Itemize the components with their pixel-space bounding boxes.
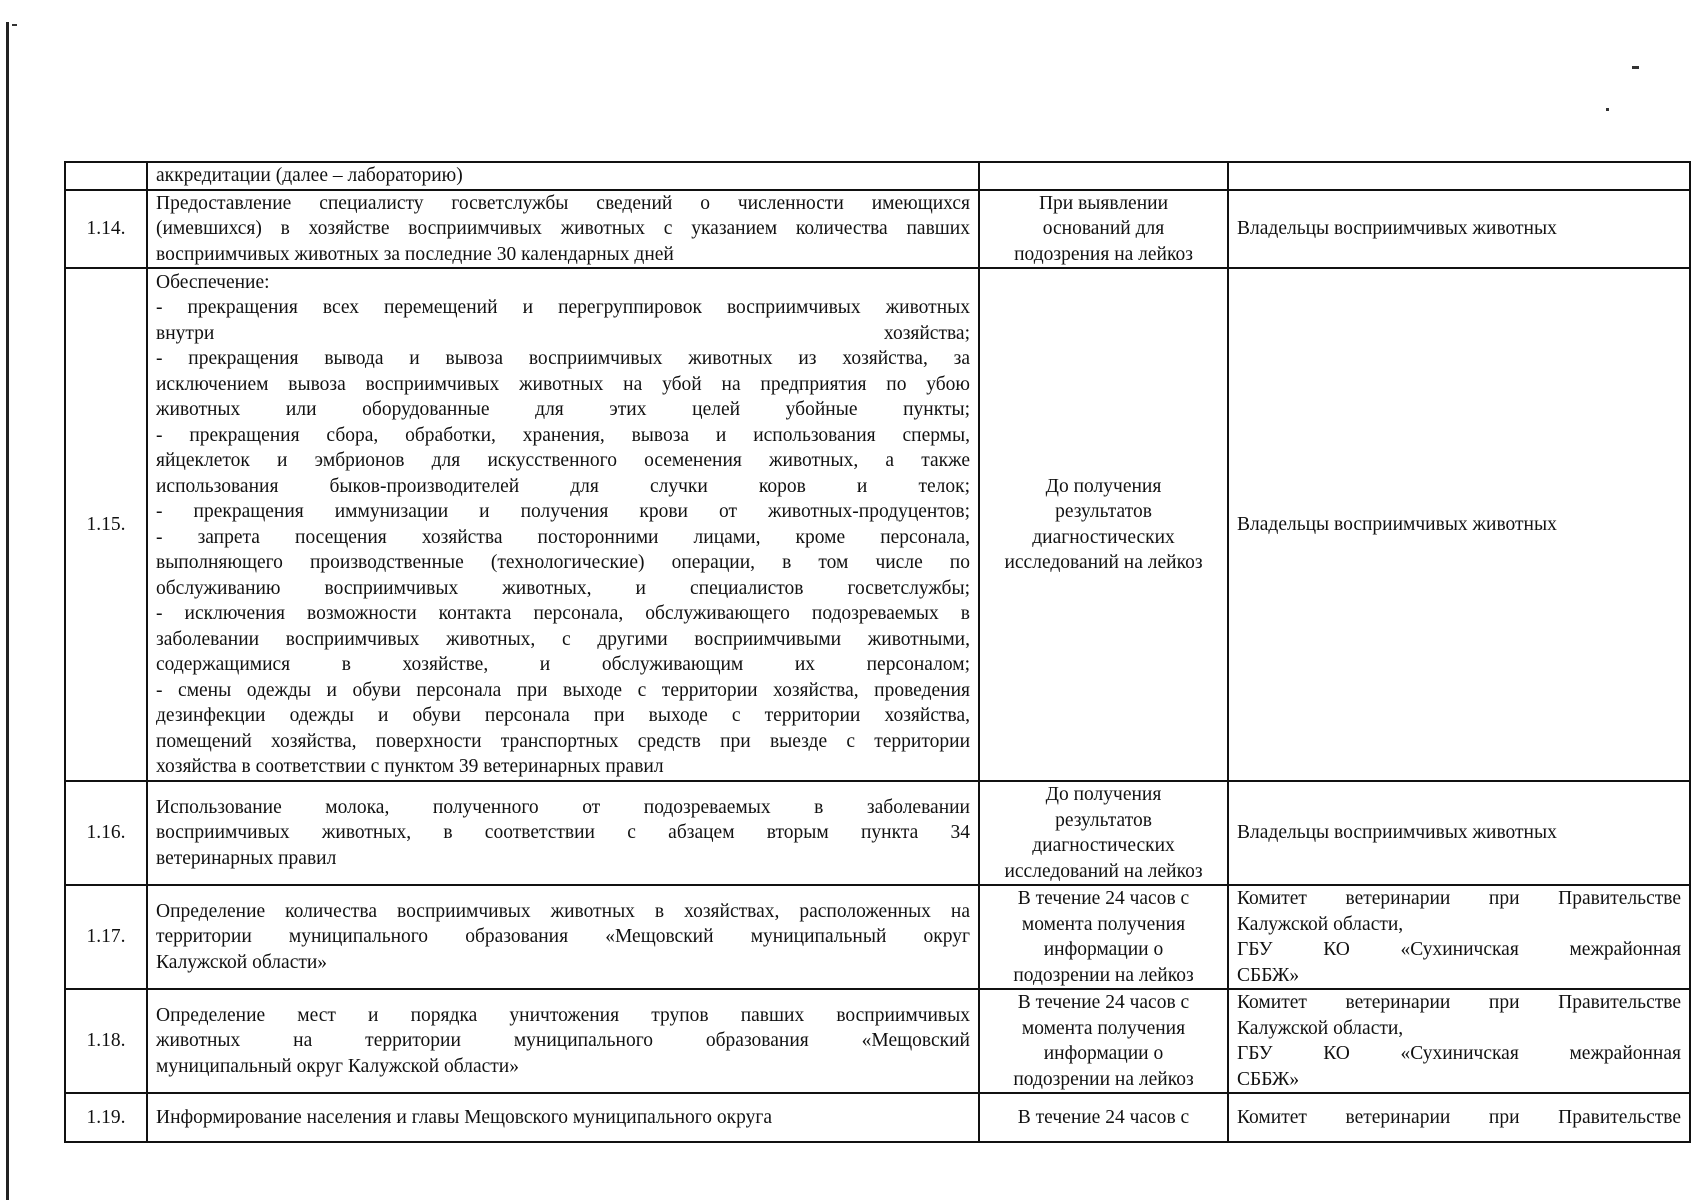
deadline-line: подозрении на лейкоз: [1013, 1068, 1194, 1090]
description-line: использования быков-производителей для случки коров и телок;: [156, 475, 970, 497]
item-number-cell: 1.18.: [65, 989, 147, 1093]
table-row: [65, 162, 1690, 190]
description-line: ветеринарных правил: [156, 847, 337, 869]
description-line: Использование молока, полученного от подозреваемых в заболевании: [156, 796, 970, 818]
item-number-cell: 1.19.: [65, 1093, 147, 1142]
description-line: восприимчивых животных, в соответствии с абзацем вторым пункта 34: [156, 822, 970, 844]
measure-description-cell: [147, 885, 979, 989]
item-number-cell: 1.14.: [65, 190, 147, 269]
description-line: - прекращения вывода и вывоза восприимчивых животных из хозяйства, за: [156, 348, 970, 369]
description-line: аккредитации (далее – лабораторию): [156, 165, 463, 186]
responsible-line: Комитет ветеринарии при Правительстве: [1237, 1106, 1681, 1128]
responsible-line: ГБУ КО «Сухиничская межрайонная: [1237, 939, 1681, 960]
description-line: - прекращения сбора, обработки, хранения, вывоза и использования спермы,: [156, 424, 970, 446]
deadline-line: В течение 24 часов с: [1017, 888, 1190, 909]
description-line: помещений хозяйства, поверхности транспортных средств при выезде с территории: [156, 730, 970, 752]
deadline-cell: [979, 989, 1228, 1093]
deadline-line: подозрения на лейкоз: [1014, 243, 1193, 265]
description-line: муниципальный округ Калужской области»: [156, 1055, 519, 1077]
description-line: - прекращения всех перемещений и перегруппировок восприимчивых животных: [156, 297, 970, 318]
description-line: дезинфекции одежды и обуви персонала при выходе с территории хозяйства,: [156, 705, 970, 726]
responsible-line: Владельцы восприимчивых животных: [1237, 218, 1557, 239]
description-line: - смены одежды и обуви персонала при выходе с территории хозяйства, проведения: [156, 679, 970, 701]
responsible-cell: [1228, 781, 1690, 885]
deadline-line: В течение 24 часов с: [1017, 992, 1190, 1013]
description-line: территории муниципального образования «Мещовский муниципальный округ: [156, 926, 970, 948]
description-line: обслуживанию восприимчивых животных, и специалистов госветслужбы;: [156, 577, 970, 599]
responsible-cell: [1228, 268, 1690, 781]
deadline-line: момента получения: [1021, 913, 1186, 935]
responsible-line: Владельцы восприимчивых животных: [1237, 513, 1557, 535]
scan-speck: [1632, 66, 1639, 69]
responsible-line: СББЖ»: [1237, 1068, 1300, 1090]
measure-description-cell: [147, 1093, 979, 1142]
description-line: животных или оборудованные для этих целей убойные пункты;: [156, 399, 970, 420]
item-number-cell: 1.16.: [65, 781, 147, 885]
measures-table-body: [65, 162, 1690, 1142]
table-row: [65, 190, 1690, 269]
responsible-cell: [1228, 162, 1690, 190]
deadline-line: диагностических: [1032, 526, 1175, 548]
deadline-line: исследований на лейкоз: [1004, 860, 1203, 882]
description-line: Определение количества восприимчивых животных в хозяйствах, расположенных на: [156, 900, 970, 922]
deadline-line: диагностических: [1032, 835, 1175, 856]
table-row: [65, 268, 1690, 781]
measure-description-cell: [147, 190, 979, 269]
measure-description-cell: [147, 268, 979, 781]
deadline-cell: [979, 190, 1228, 269]
description-line: Обеспечение:: [156, 271, 270, 293]
scan-speck: [1606, 108, 1609, 111]
deadline-line: В течение 24 часов с: [1017, 1106, 1190, 1128]
measures-table: [64, 161, 1691, 1143]
scan-speck: [12, 24, 17, 26]
description-line: Предоставление специалисту госветслужбы сведений о численности имеющихся: [156, 192, 970, 214]
deadline-line: До получения: [1045, 475, 1162, 497]
description-line: Определение мест и порядка уничтожения трупов павших восприимчивых: [156, 1004, 970, 1026]
deadline-line: оснований для: [1042, 218, 1165, 239]
deadline-line: информации о: [1043, 1043, 1164, 1064]
table-row: [65, 781, 1690, 885]
measure-description-cell: [147, 989, 979, 1093]
description-line: восприимчивых животных за последние 30 календарных дней: [156, 243, 674, 265]
responsible-line: Калужской области,: [1237, 913, 1404, 935]
description-line: заболевании восприимчивых животных, с другими восприимчивыми животными,: [156, 628, 970, 650]
deadline-line: информации о: [1043, 939, 1164, 960]
responsible-line: Калужской области,: [1237, 1017, 1404, 1039]
measure-description-cell: [147, 781, 979, 885]
responsible-line: Владельцы восприимчивых животных: [1237, 822, 1557, 844]
description-line: - исключения возможности контакта персонала, обслуживающего подозреваемых в: [156, 603, 970, 624]
deadline-line: момента получения: [1021, 1017, 1186, 1039]
responsible-cell: [1228, 885, 1690, 989]
description-line: - запрета посещения хозяйства посторонними лицами, кроме персонала,: [156, 526, 970, 548]
responsible-line: Комитет ветеринарии при Правительстве: [1237, 888, 1681, 909]
deadline-cell: [979, 268, 1228, 781]
deadline-line: подозрении на лейкоз: [1013, 964, 1194, 986]
description-line: животных на территории муниципального образования «Мещовский: [156, 1030, 970, 1052]
deadline-cell: [979, 781, 1228, 885]
description-line: Информирование населения и главы Мещовского муниципального округа: [156, 1106, 773, 1128]
description-line: - прекращения иммунизации и получения крови от животных-продуцентов;: [156, 501, 970, 522]
description-line: (имевшихся) в хозяйстве восприимчивых животных с указанием количества павших: [156, 218, 970, 239]
responsible-line: ГБУ КО «Сухиничская межрайонная: [1237, 1043, 1681, 1064]
description-line: хозяйства в соответствии с пунктом 39 ветеринарных правил: [156, 756, 664, 777]
table-row: [65, 885, 1690, 989]
description-line: исключением вывоза восприимчивых животных на убой на предприятия по убою: [156, 373, 970, 395]
description-line: яйцеклеток и эмбрионов для искусственного осеменения животных, а также: [156, 450, 970, 471]
item-number-cell: [65, 162, 147, 190]
deadline-line: результатов: [1055, 501, 1152, 522]
responsible-line: Комитет ветеринарии при Правительстве: [1237, 992, 1681, 1013]
description-line: внутри хозяйства;: [156, 322, 970, 344]
table-row: [65, 989, 1690, 1093]
description-line: Калужской области»: [156, 951, 328, 973]
deadline-line: исследований на лейкоз: [1004, 552, 1203, 573]
deadline-line: До получения: [1045, 784, 1162, 805]
deadline-cell: [979, 1093, 1228, 1142]
deadline-line: При выявлении: [1038, 192, 1169, 214]
description-line: выполняющего производственные (технологические) операции, в том числе по: [156, 552, 970, 573]
scan-edge-line: [6, 22, 9, 1200]
table-row: [65, 1093, 1690, 1142]
responsible-line: СББЖ»: [1237, 964, 1300, 986]
deadline-cell: [979, 885, 1228, 989]
deadline-cell: [979, 162, 1228, 190]
description-line: содержащимися в хозяйстве, и обслуживающим их персоналом;: [156, 654, 970, 675]
item-number-cell: 1.17.: [65, 885, 147, 989]
item-number-cell: 1.15.: [65, 268, 147, 781]
measure-description-cell: [147, 162, 979, 190]
deadline-line: результатов: [1055, 809, 1152, 831]
responsible-cell: [1228, 989, 1690, 1093]
responsible-cell: [1228, 190, 1690, 269]
responsible-cell: [1228, 1093, 1690, 1142]
